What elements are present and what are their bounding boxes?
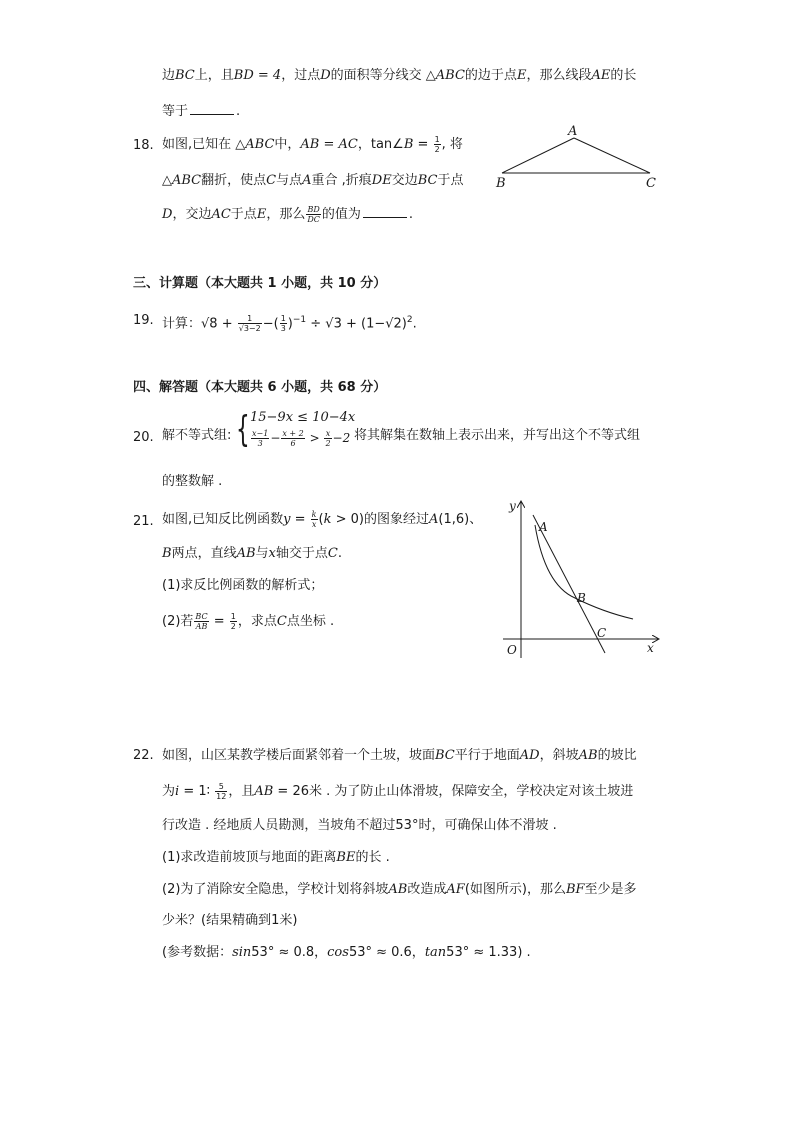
q17-line-1: 边BC上，且BD = 4，过点D的面积等分线交 △ABC的边于点E，那么线段AE的长: [162, 68, 637, 83]
brace: {: [236, 409, 250, 450]
side-ab: [502, 138, 574, 173]
q21-number: 21.: [133, 514, 154, 529]
answer-blank[interactable]: [363, 205, 407, 218]
fraction: $\frac{k}{x}$: [311, 510, 317, 529]
q22-line-2: 为i = 1∶ $\frac{5}{12}$ ，且AB = 26米 . 为了防止山体滑坡，保障安全，学校决定对该土坡进: [162, 782, 634, 801]
q20-label: 解不等式组:: [162, 428, 232, 443]
q18-line-2: △ABC翻折，使点C与点A重合 ,折痕DE交边BC于点: [162, 173, 464, 188]
section-4-title: 四、解答题（本大题共 6 小题，共 68 分）: [133, 380, 387, 395]
q21-line-2: B两点，直线AB与x轴交于点C.: [162, 546, 342, 561]
fraction: $\frac{1}{3}$: [280, 314, 286, 334]
fraction: $\frac{x + 2}{6}$: [282, 429, 304, 448]
q20-number: 20.: [133, 430, 154, 445]
axis-label-y: y: [509, 499, 516, 513]
q21-line-1: 如图,已知反比例函数y = $\frac{k}{x}$ (k > 0)的图象经过A(1,6)、: [162, 510, 483, 529]
q22-line-3: 行改造 . 经地质人员勘测，当坡角不超过53°时，可确保山体不滑坡 .: [162, 818, 557, 833]
fraction: $\frac{x-1}{3}$: [252, 429, 269, 448]
label-c: C: [646, 176, 656, 191]
q18-line-3: D，交边AC于点E，那么 $\frac{BD}{DC}$ 的值为 .: [162, 205, 414, 224]
answer-blank[interactable]: [190, 102, 234, 115]
line-ab: [533, 515, 605, 653]
label-a: A: [568, 124, 578, 139]
q20-inequality-1: 15−9x ≤ 10−4x: [250, 410, 356, 425]
q21-graph-figure: [495, 490, 675, 665]
label-b: B: [496, 176, 506, 191]
point-label-a: A: [539, 520, 548, 534]
fraction: $\frac{1}{2}$: [434, 135, 440, 154]
fraction: $\frac{5}{12}$: [216, 782, 227, 801]
origin-label: O: [507, 643, 517, 657]
fraction: $\frac{BC}{AB}$: [195, 612, 208, 631]
q19-expression: 计算：√8 + $\frac{1}{√3-2}$ −( $\frac{1}{3}$ )$^{-1} \div √3 + (1-√2)^2$.: [162, 314, 417, 334]
q19-number: 19.: [133, 313, 154, 328]
fraction: $\frac{x}{2}$: [325, 429, 331, 448]
point-label-c: C: [597, 626, 607, 640]
q22-line-6: 少米？(结果精确到1米): [162, 913, 298, 928]
q22-line-1: 如图，山区某教学楼后面紧邻着一个土坡，坡面BC平行于地面AD，斜坡AB的坡比: [162, 748, 637, 763]
axis-label-x: x: [647, 641, 654, 655]
q22-part-1: (1)求改造前坡顶与地面的距离BE的长 .: [162, 850, 390, 865]
q22-reference-data: (参考数据：sin53° ≈ 0.8，cos53° ≈ 0.6，tan53° ≈ 1.33) .: [162, 945, 531, 960]
q22-part-2: (2)为了消除安全隐患，学校计划将斜坡AB改造成AF(如图所示)，那么BF至少是多: [162, 882, 637, 897]
side-ac: [574, 138, 650, 173]
point-label-b: B: [577, 591, 586, 605]
fraction: $\frac{BD}{DC}$: [307, 205, 320, 224]
q21-part-1: (1)求反比例函数的解析式；: [162, 578, 324, 593]
q18-triangle-figure: [490, 120, 670, 195]
q18-line-1: 如图,已知在 △ABC中，AB = AC，tan∠B = $\frac{1}{2}$ , 将: [162, 135, 463, 154]
q20-line-1-tail: 将其解集在数轴上表示出来，并写出这个不等式组: [354, 428, 641, 443]
q20-line-2: 的整数解 .: [162, 474, 223, 489]
q22-number: 22.: [133, 748, 154, 763]
fraction: $\frac{1}{2}$: [230, 612, 236, 631]
q21-part-2: (2)若 $\frac{BC}{AB}$ = $\frac{1}{2}$ ，求点C点坐标 .: [162, 612, 335, 631]
section-3-title: 三、计算题（本大题共 1 小题，共 10 分）: [133, 276, 387, 291]
q17-line-2: 等于 .: [162, 104, 241, 119]
fraction: $\frac{1}{√3-2}$: [238, 314, 261, 334]
q20-inequality-2: $\frac{x-1}{3}$ − $\frac{x + 2}{6}$ > $\frac{x}{2}$ −2: [252, 429, 351, 448]
q18-number: 18.: [133, 138, 154, 153]
